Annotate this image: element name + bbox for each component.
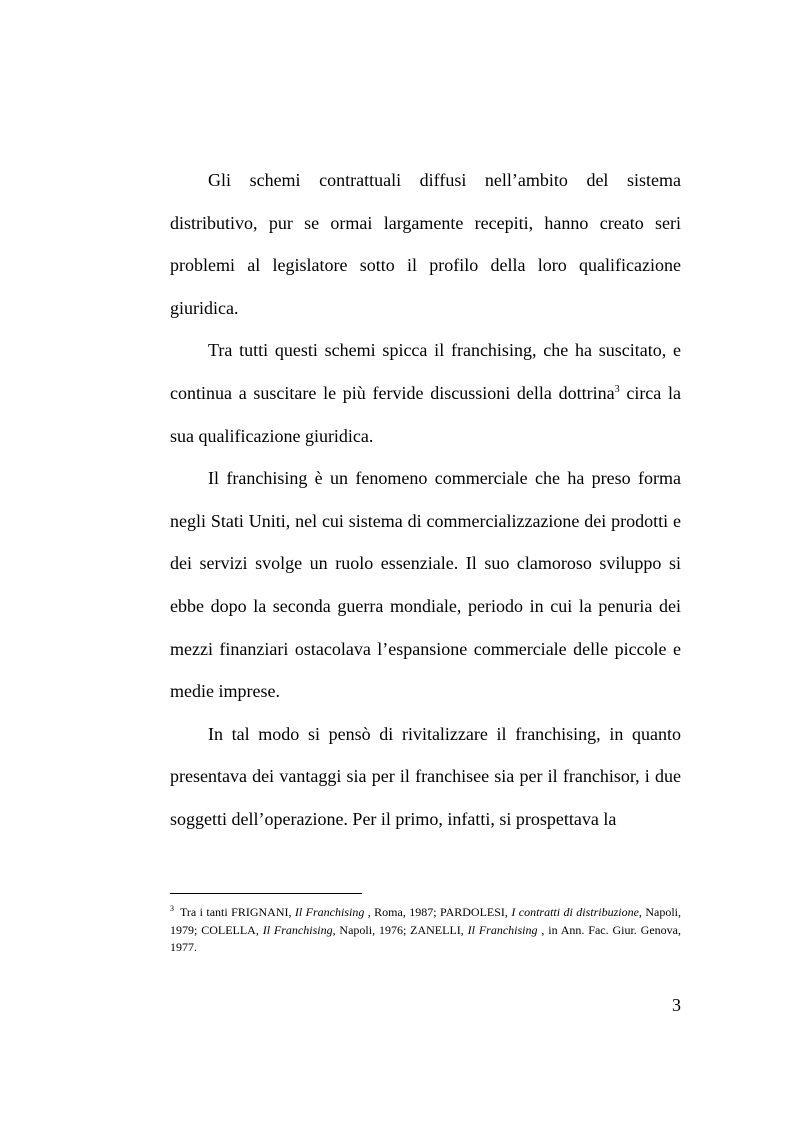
footnote-text: Tra i tanti FRIGNANI, — [180, 905, 295, 919]
paragraph: In tal modo si pensò di rivitalizzare il franchising, in quanto presentava dei vantaggi sia per il franchisee sia per il franchisor, i due soggetti dell’operazione. Per il primo, infatti, si prospettava la — [170, 723, 681, 829]
main-text — [170, 159, 681, 841]
footnote-text: , Napoli, 1979; COLELLA, — [170, 905, 681, 937]
footnote-separator — [170, 893, 362, 894]
footnote-text: , in Ann. Fac. Giur. Genova, 1977. — [170, 922, 681, 954]
book-title: Il Franchising — [467, 922, 538, 937]
paragraph: Il franchising è un fenomeno commerciale che ha preso forma negli Stati Uniti, nel cui sistema di commercializzazione dei prodotti e dei servizi svolge un ruolo essenziale. Il suo clamoroso sviluppo si ebbe dopo la seconda guerra mondiale, periodo in cui la penuria dei mezzi finanziari ostacolava l’espansione commerciale delle piccole e medie imprese. — [170, 468, 681, 702]
paragraph: Gli schemi contrattuali diffusi nell’ambito del sistema distributivo, pur se ormai largamente recepiti, hanno creato seri problemi al legislatore sotto il profilo della loro qualificazione giuridica. — [170, 170, 681, 318]
footnote-number: 3 — [170, 904, 174, 913]
paragraph-text: circa la sua qualificazione giuridica. — [170, 382, 681, 446]
footnote-text: , Roma, 1987; PARDOLESI, — [364, 905, 512, 919]
page-number: 3 — [672, 995, 681, 1015]
book-title: I contratti di distribuzione — [511, 905, 639, 919]
footnote-text: , Napoli, 1976; ZANELLI, — [332, 922, 468, 937]
footnote-reference: 3 — [614, 383, 620, 395]
paragraph — [170, 329, 681, 457]
footnote — [170, 904, 681, 957]
book-title: Il Franchising — [294, 905, 365, 919]
book-title: Il Franchising — [262, 922, 333, 937]
paragraph-text: Tra tutti questi schemi spicca il franchising, che ha suscitato, e continua a suscitare le più fervide discussioni della dottrina — [170, 340, 681, 403]
